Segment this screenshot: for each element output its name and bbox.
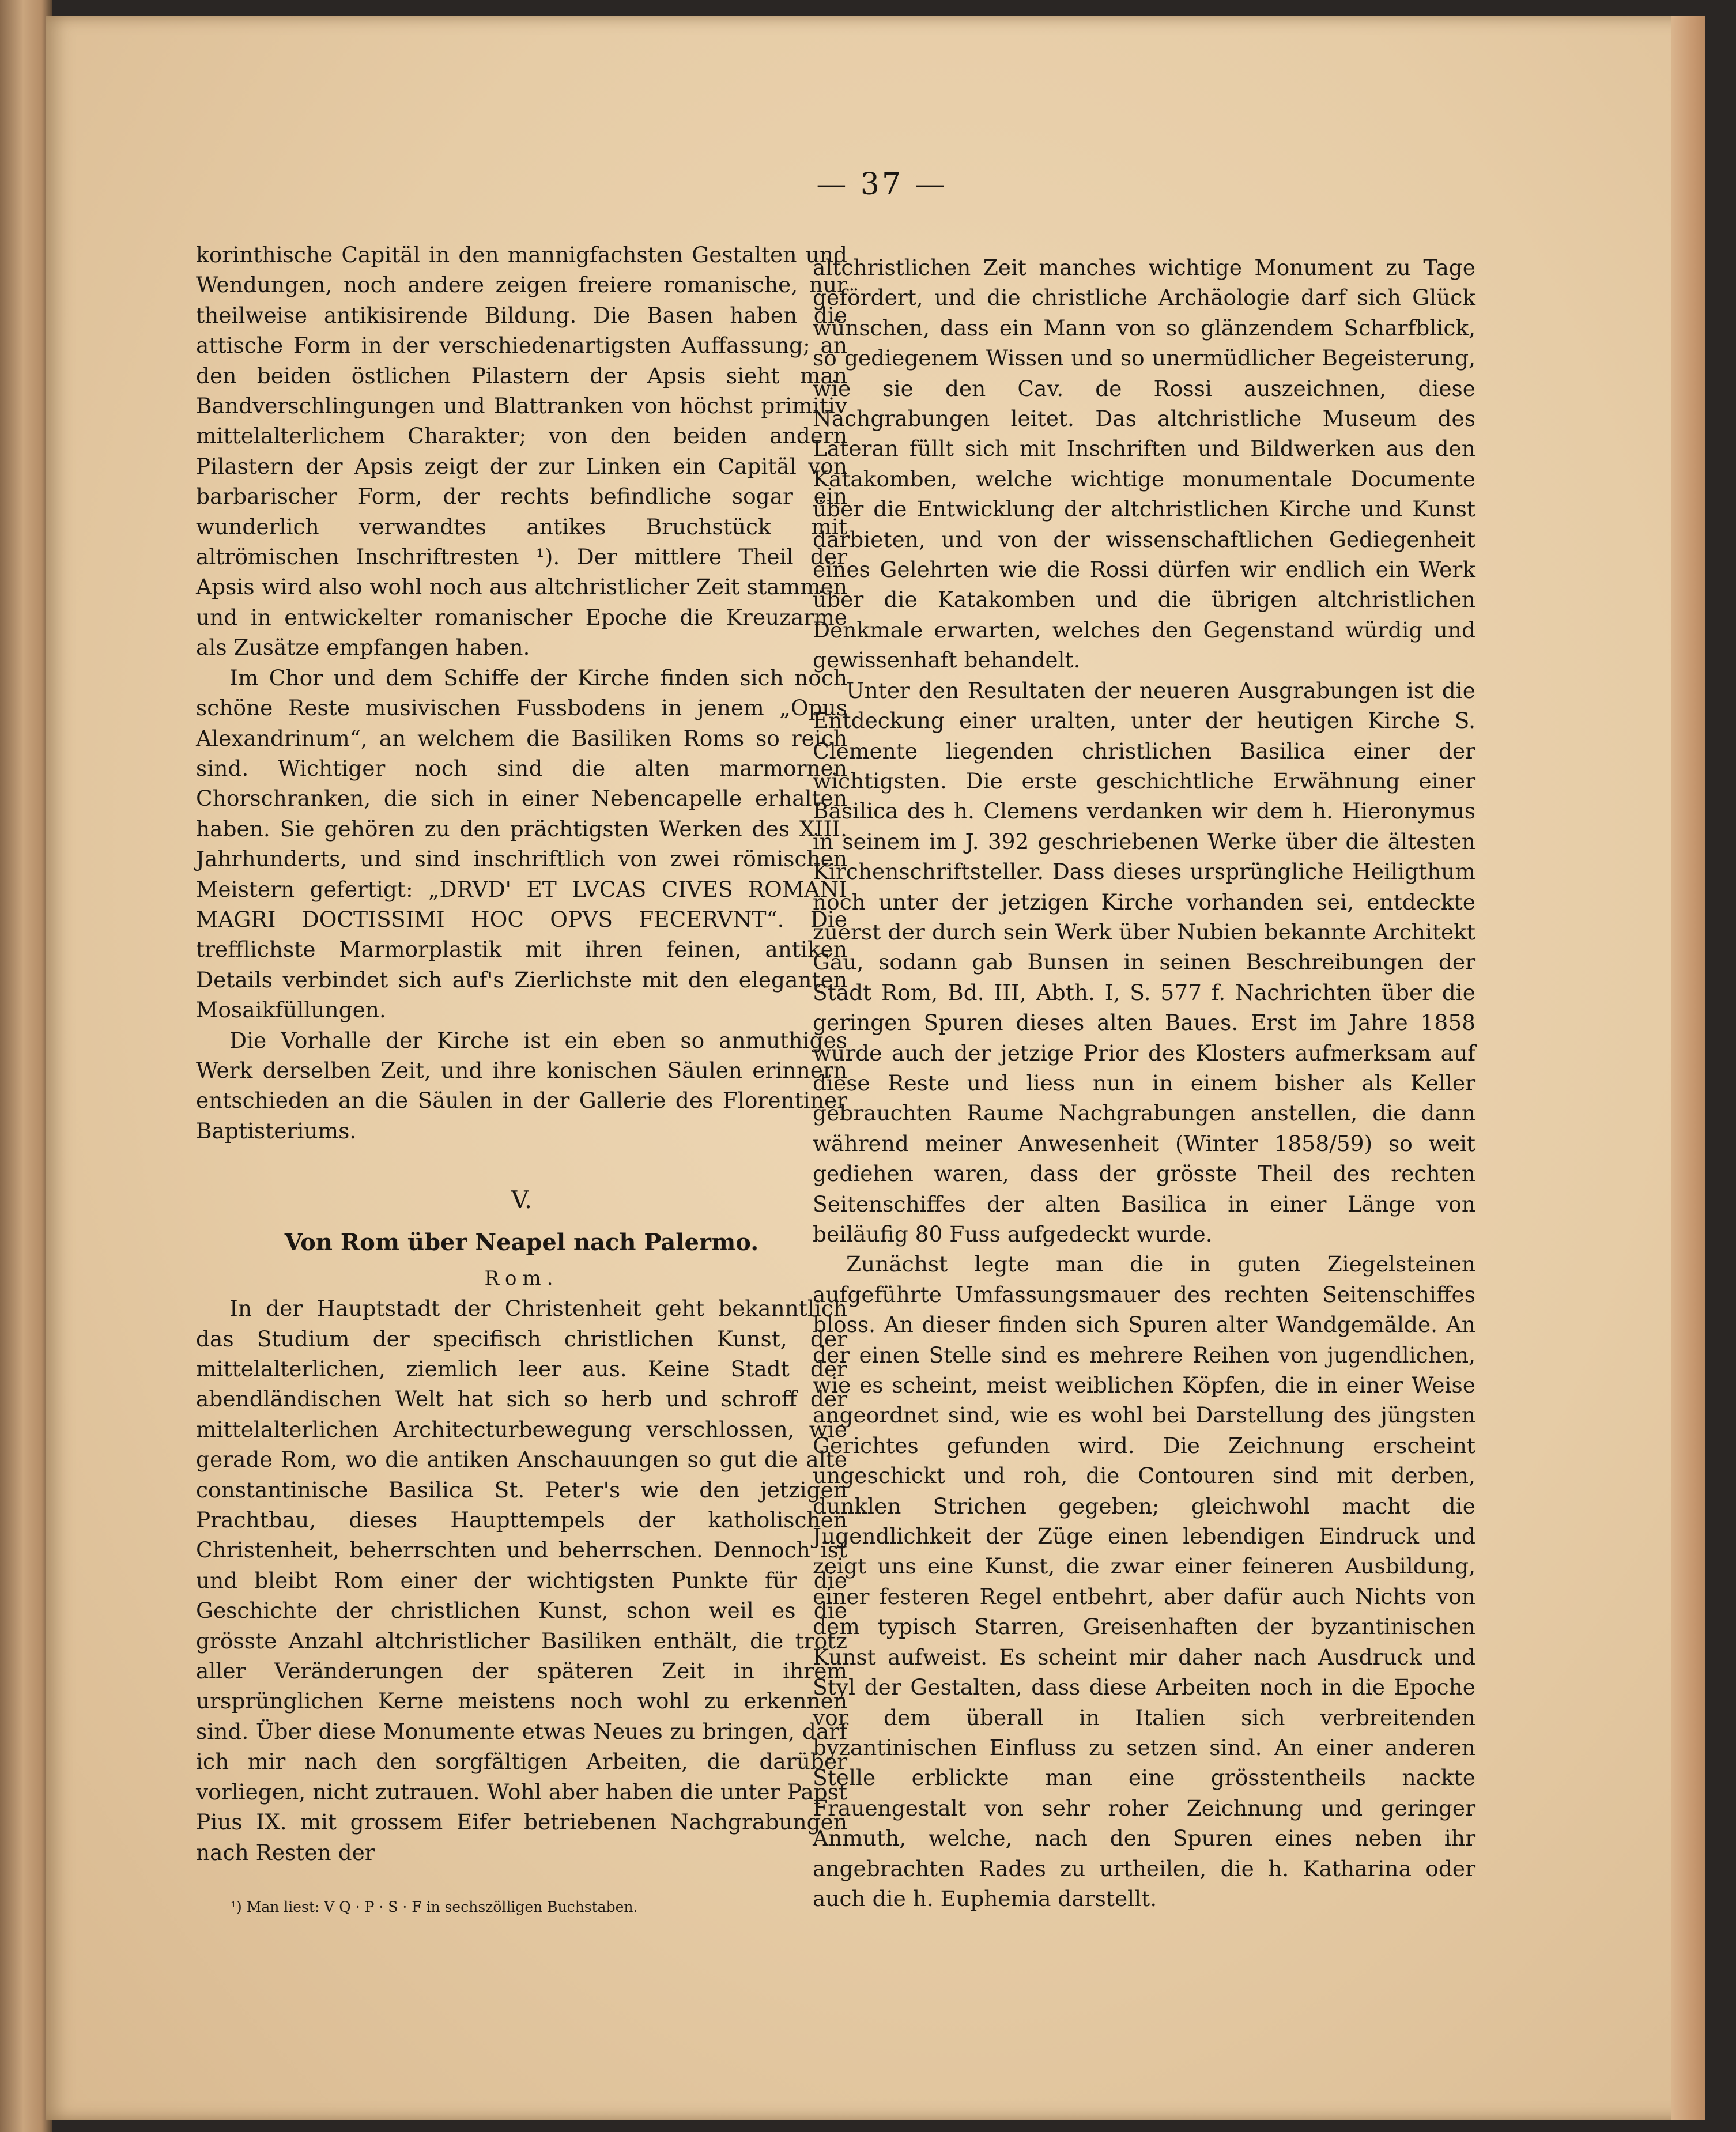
section-subtitle: Rom. bbox=[484, 1267, 559, 1290]
page-right-edge bbox=[1671, 16, 1705, 2120]
section-title: Von Rom über Neapel nach Palermo. bbox=[284, 1229, 759, 1256]
page-number: — 37 — bbox=[816, 167, 948, 202]
previous-page-edge bbox=[0, 0, 52, 2132]
left-paragraph-2: Im Chor und dem Schiffe der Kirche finden sich noch schöne Reste musivischen Fussbodens in jenem „Opus Alexandrinum“, an welchem die Basiliken Roms so reich sind. Wichtiger noch sind die alten marmornen Chorschranken, die sich in einer Nebencapelle erhalten haben. Sie gehören zu den prächtigsten Werken des XIII. Jahrhunderts, und sind inschriftlich von zwei römischen Meistern gefertigt: „DRVD' ET LVCAS CIVES ROMANI MAGRI DOCTISSIMI HOC OPVS FECERVNT“. Die trefflichste Marmorplastik mit ihren feinen, antiken Details verbindet sich auf's Zierlichste mit den eleganten Mosaikfüllungen. bbox=[196, 665, 847, 1023]
book-page bbox=[46, 16, 1705, 2120]
left-column bbox=[196, 240, 847, 1917]
right-paragraph-2: Unter den Resultaten der neueren Ausgrabungen ist die Entdeckung einer uralten, unter der heutigen Kirche S. Clemente liegenden christlichen Basilica einer der wichtigsten. Die erste geschichtliche Erwähnung einer Basilica des h. Clemens verdanken wir dem h. Hieronymus in seinem im J. 392 geschriebenen Werke über die ältesten Kirchenschriftsteller. Dass dieses ursprüngliche Heiligthum noch unter der jetzigen Kirche vorhanden sei, entdeckte zuerst der durch sein Werk über Nubien bekannte Architekt Gau, sodann gab Bunsen in seinen Beschreibungen der Stadt Rom, Bd. III, Abth. I, S. 577 f. Nachrichten über die geringen Spuren dieses alten Baues. Erst im Jahre 1858 wurde auch der jetzige Prior des Klosters aufmerksam auf diese Reste und liess nun in einem bisher als Keller gebrauchten Raume Nachgrabungen anstellen, die dann während meiner Anwesenheit (Winter 1858/59) so weit gediehen waren, dass der grösste Theil des rechten Seitenschiffes der alten Basilica in einer Länge von beiläufig 80 Fuss aufgedeckt wurde. bbox=[813, 677, 1475, 1247]
left-paragraph-4: In der Hauptstadt der Christenheit geht bekanntlich das Studium der specifisch christlichen Kunst, der mittelalterlichen, ziemlich leer aus. Keine Stadt der abendländischen Welt hat sich so herb und schroff der mittelalterlichen Architecturbewegung verschlossen, wie gerade Rom, wo die antiken Anschauungen so gut die alte constantinische Basilica St. Peter's wie den jetzigen Prachtbau, dieses Haupttempels der katholischen Christenheit, beherrschten und beherrschen. Dennoch ist und bleibt Rom einer der wichtigsten Punkte für die Geschichte der christlichen Kunst, schon weil es die grösste Anzahl altchristlicher Basiliken enthält, die trotz aller Veränderungen der späteren Zeit in ihrem ursprünglichen Kerne meistens noch wohl zu erkennen sind. Über diese Monumente etwas Neues zu bringen, darf ich mir nach den sorgfältigen Arbeiten, die darüber vorliegen, nicht zutrauen. Wohl aber haben die unter Papst Pius IX. mit grossem Eifer betriebenen Nachgrabungen nach Resten der bbox=[196, 1296, 847, 1865]
left-paragraph-1: korinthische Capitäl in den mannigfachsten Gestalten und Wendungen, noch andere zeigen freiere romanische, nur theilweise antikisirende Bildung. Die Basen haben die attische Form in der verschiedenartigsten Auffassung; an den beiden östlichen Pilastern der Apsis sieht man Bandverschlingungen und Blattranken von höchst primitiv mittelalterlichem Charakter; von den beiden andern Pilastern der Apsis zeigt der zur Linken ein Capitäl von barbarischer Form, der rechts befindliche sogar ein wunderlich verwandtes antikes Bruchstück mit altrömischen Inschriftresten ¹). Der mittlere Theil der Apsis wird also wohl noch aus altchristlicher Zeit stammen und in entwickelter romanischer Epoche die Kreuzarme als Zusätze empfangen haben. bbox=[196, 242, 847, 661]
section-numeral: V. bbox=[511, 1186, 533, 1214]
right-column bbox=[813, 252, 1475, 1914]
footnote: ¹) Man liest: V Q · P · S · F in sechszölligen Buchstaben. bbox=[231, 1898, 638, 1915]
left-paragraph-3: Die Vorhalle der Kirche ist ein eben so anmuthiges Werk derselben Zeit, und ihre konischen Säulen erinnern entschieden an die Säulen in der Gallerie des Florentiner Baptisteriums. bbox=[196, 1027, 847, 1144]
right-paragraph-3: Zunächst legte man die in guten Ziegelsteinen aufgeführte Umfassungsmauer des rechten Seitenschiffes bloss. An dieser finden sich Spuren alter Wandgemälde. An der einen Stelle sind es mehrere Reihen von jugendlichen, wie es scheint, meist weiblichen Köpfen, die in einer Weise angeordnet sind, wie es wohl bei Darstellung des jüngsten Gerichtes gefunden wird. Die Zeichnung erscheint ungeschickt und roh, die Contouren sind mit derben, dunklen Strichen gegeben; gleichwohl macht die Jugendlichkeit der Züge einen lebendigen Eindruck und zeigt uns eine Kunst, die zwar einer feineren Ausbildung, einer festeren Regel entbehrt, aber dafür auch Nichts von dem typisch Starren, Greisenhaften der byzantinischen Kunst aufweist. Es scheint mir daher nach Ausdruck und Styl der Gestalten, dass diese Arbeiten noch in die Epoche vor dem überall in Italien sich verbreitenden byzantinischen Einfluss zu setzen sind. An einer anderen Stelle erblickte man eine grösstentheils nackte Frauengestalt von sehr roher Zeichnung und geringer Anmuth, welche, nach den Spuren eines neben ihr angebrachten Rades zu urtheilen, die h. Katharina oder auch die h. Euphemia darstellt. bbox=[813, 1251, 1475, 1911]
right-paragraph-1: altchristlichen Zeit manches wichtige Monument zu Tage gefördert, und die christliche Archäologie darf sich Glück wünschen, dass ein Mann von so glänzendem Scharfblick, so gediegenem Wissen und so unermüdlicher Begeisterung, wie sie den Cav. de Rossi auszeichnen, diese Nachgrabungen leitet. Das altchristliche Museum des Lateran füllt sich mit Inschriften und Bildwerken aus den Katakomben, welche wichtige monumentale Documente über die Entwicklung der altchristlichen Kirche und Kunst darbieten, und von der wissenschaftlichen Gediegenheit eines Gelehrten wie die Rossi dürfen wir endlich ein Werk über die Katakomben und die übrigen altchristlichen Denkmale erwarten, welches den Gegenstand würdig und gewissenhaft behandelt. bbox=[813, 255, 1475, 673]
